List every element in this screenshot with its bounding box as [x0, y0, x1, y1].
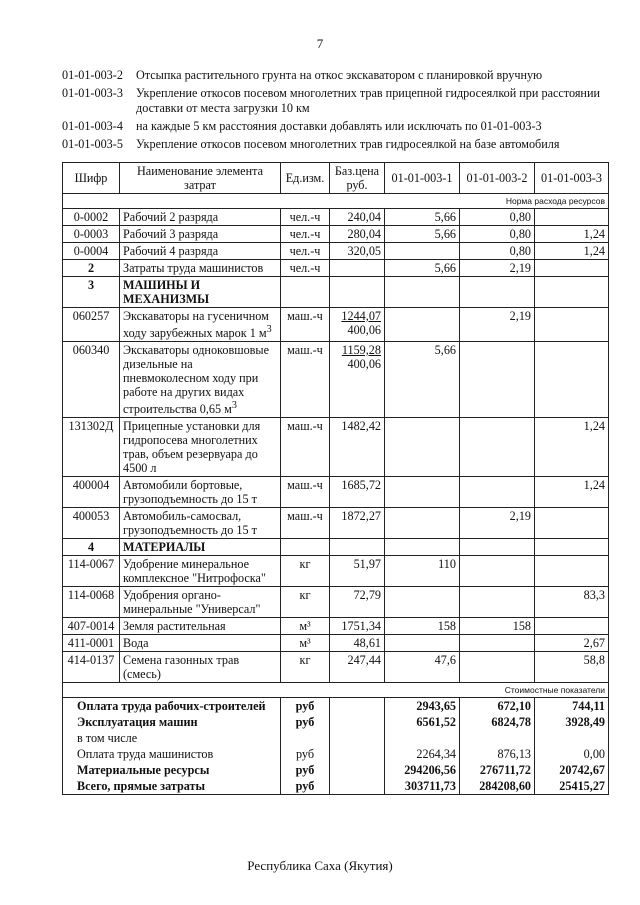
table-row [63, 508, 609, 539]
cell-v3: 1,24 [535, 418, 609, 477]
header-col-2: 01-01-003-2 [460, 163, 535, 194]
section-name: МАШИНЫ И МЕХАНИЗМЫ [120, 277, 281, 308]
section-number: 2 [63, 260, 120, 277]
table-row [63, 587, 609, 618]
code-item [62, 68, 622, 83]
cell-v1 [385, 587, 460, 618]
cell-name: Вода [120, 635, 281, 652]
total-v1 [385, 730, 460, 746]
price-secondary: 400,06 [347, 323, 381, 337]
section-name: Затраты труда машинистов [120, 260, 281, 277]
section-number: 3 [63, 277, 120, 308]
total-v1: 303711,73 [385, 778, 460, 795]
total-label: Оплата труда рабочих-строителей [63, 698, 281, 715]
cell-code: 0-0004 [63, 243, 120, 260]
cell-name: Автомобили бортовые, грузоподъемность до 15 т [120, 477, 281, 508]
cell-code: 400004 [63, 477, 120, 508]
total-v3 [535, 730, 609, 746]
cell-v1 [385, 308, 460, 342]
cell-v3 [535, 618, 609, 635]
price-value: 1244,07 [341, 309, 381, 323]
code-item-desc: на каждые 5 км расстояния доставки добавлять или исключать по 01-01-003-3 [136, 119, 542, 133]
cell-unit: маш.-ч [281, 308, 330, 342]
cell-name: Экскаваторы на гусеничном ходу зарубежных марок 1 $м^3$ [120, 308, 281, 342]
cell-v2 [460, 635, 535, 652]
header-col-1: 01-01-003-1 [385, 163, 460, 194]
table-row [63, 209, 609, 226]
price-secondary: 400,06 [347, 357, 381, 372]
table-row [63, 342, 609, 418]
cell-code: 414-0137 [63, 652, 120, 683]
cell-price [330, 260, 385, 277]
section-row [63, 539, 609, 556]
cell-price: 247,44 [330, 652, 385, 683]
table-row [63, 477, 609, 508]
cell-code: 131302Д [63, 418, 120, 477]
cell-v2: 158 [460, 618, 535, 635]
table-row [63, 556, 609, 587]
cell-v1: 5,66 [385, 226, 460, 243]
cell-name: Удобрения органо-минеральные "Универсал" [120, 587, 281, 618]
cell-price: 320,05 [330, 243, 385, 260]
header-price: Баз.цена руб. [330, 163, 385, 194]
total-v1: 6561,52 [385, 714, 460, 730]
total-unit: руб [281, 778, 330, 795]
cell-unit: маш.-ч [281, 477, 330, 508]
table-row [63, 618, 609, 635]
header-unit: Ед.изм. [281, 163, 330, 194]
cell-v1: 5,66 [385, 209, 460, 226]
total-label: в том числе [63, 730, 281, 746]
cell-name: Рабочий 2 разряда [120, 209, 281, 226]
cell-code: 114-0067 [63, 556, 120, 587]
section-row [63, 260, 609, 277]
total-unit [281, 730, 330, 746]
total-v3: 744,11 [535, 698, 609, 715]
cell-code: 114-0068 [63, 587, 120, 618]
cell-v2: 2,19 [460, 508, 535, 539]
cell-v1 [385, 477, 460, 508]
cell-code: 0-0002 [63, 209, 120, 226]
cell-v2: 0,80 [460, 243, 535, 260]
cell-name: Автомобиль-самосвал, грузоподъемность до 15 т [120, 508, 281, 539]
cell-v1: 5,66 [385, 260, 460, 277]
cell-price [330, 308, 385, 342]
cell-v2: 2,19 [460, 260, 535, 277]
cell-unit: м³ [281, 635, 330, 652]
code-item-desc: Отсыпка растительного грунта на откос экскаватором с планировкой вручную [136, 68, 543, 82]
code-list [62, 68, 622, 155]
table-row [63, 226, 609, 243]
table-row [63, 652, 609, 683]
section-row [63, 277, 609, 308]
cell-v3 [535, 556, 609, 587]
page-number: 7 [316, 36, 324, 51]
cell-v1 [385, 243, 460, 260]
cost-caption: Стоимостные показатели [63, 683, 609, 698]
total-label: Всего, прямые затраты [63, 778, 281, 795]
cell-price: 72,79 [330, 587, 385, 618]
code-item-code: 01-01-003-2 [62, 68, 123, 82]
cell-price: 1685,72 [330, 477, 385, 508]
code-item-code: 01-01-003-4 [62, 119, 123, 133]
cell-name: Экскаваторы одноковшовые дизельные на пневмоколесном ходу при работе на других видах строительства 0,65 $м^3$ [120, 342, 281, 418]
total-v2 [460, 730, 535, 746]
cell-v1 [385, 418, 460, 477]
cell-v2 [460, 652, 535, 683]
cell-code: 0-0003 [63, 226, 120, 243]
total-v2: 672,10 [460, 698, 535, 715]
cell-price: 280,04 [330, 226, 385, 243]
code-item-desc: Укрепление откосов посевом многолетних трав прицепной гидросеялкой при расстоянии доставки от места загрузки 10 км [136, 86, 600, 115]
section-name: МАТЕРИАЛЫ [120, 539, 281, 556]
cell-v1 [385, 635, 460, 652]
cell-v3 [535, 342, 609, 418]
total-v2: 284208,60 [460, 778, 535, 795]
total-v1: 2264,34 [385, 746, 460, 762]
cell-name: Удобрение минеральное комплексное "Нитрофоска" [120, 556, 281, 587]
total-v1: 2943,65 [385, 698, 460, 715]
cell-unit: кг [281, 587, 330, 618]
table-row [63, 635, 609, 652]
cell-code: 411-0001 [63, 635, 120, 652]
cell-price: 51,97 [330, 556, 385, 587]
total-unit: руб [281, 714, 330, 730]
cell-v2: 2,19 [460, 308, 535, 342]
cell-v1 [385, 508, 460, 539]
total-v3: 3928,49 [535, 714, 609, 730]
cell-unit: маш.-ч [281, 342, 330, 418]
cell-price: 48,61 [330, 635, 385, 652]
cell-v3 [535, 308, 609, 342]
section-number: 4 [63, 539, 120, 556]
resource-table [62, 162, 609, 795]
total-v2: 276711,72 [460, 762, 535, 778]
cell-v2 [460, 342, 535, 418]
cell-unit: маш.-ч [281, 418, 330, 477]
cell-unit: кг [281, 652, 330, 683]
cell-unit: м³ [281, 618, 330, 635]
cell-code: 060257 [63, 308, 120, 342]
cell-v2 [460, 477, 535, 508]
table-row [63, 418, 609, 477]
header-code: Шифр [63, 163, 120, 194]
code-item-desc: Укрепление откосов посевом многолетних трав гидросеялкой на базе автомобиля [136, 137, 560, 151]
cell-v2 [460, 556, 535, 587]
cell-unit: чел.-ч [281, 226, 330, 243]
total-row [63, 730, 609, 746]
cell-name: Земля растительная [120, 618, 281, 635]
cell-v3: 2,67 [535, 635, 609, 652]
cell-unit: чел.-ч [281, 243, 330, 260]
code-item [62, 86, 622, 116]
cell-code: 407-0014 [63, 618, 120, 635]
price-value: 1159,28 [341, 343, 381, 358]
code-item-code: 01-01-003-3 [62, 86, 123, 100]
table-header-row [63, 163, 609, 194]
cell-price: 1751,34 [330, 618, 385, 635]
cell-unit: маш.-ч [281, 508, 330, 539]
header-name: Наименование элемента затрат [120, 163, 281, 194]
cell-v3 [535, 209, 609, 226]
cell-v2: 0,80 [460, 209, 535, 226]
code-item-code: 01-01-003-5 [62, 137, 123, 151]
cell-name: Рабочий 3 разряда [120, 226, 281, 243]
code-item [62, 119, 622, 134]
cell-price: 1482,42 [330, 418, 385, 477]
total-v2: 6824,78 [460, 714, 535, 730]
cell-v3 [535, 508, 609, 539]
cell-unit: чел.-ч [281, 260, 330, 277]
cell-v3: 1,24 [535, 477, 609, 508]
cell-price: 1872,27 [330, 508, 385, 539]
cell-v3: 1,24 [535, 226, 609, 243]
cell-v1: 158 [385, 618, 460, 635]
cell-v3: 83,3 [535, 587, 609, 618]
cell-code: 060340 [63, 342, 120, 418]
cell-v3: 58,8 [535, 652, 609, 683]
total-unit: руб [281, 698, 330, 715]
cell-name: Рабочий 4 разряда [120, 243, 281, 260]
norm-caption-row [63, 194, 609, 209]
total-row [63, 698, 609, 715]
cell-unit: кг [281, 556, 330, 587]
cell-v2 [460, 587, 535, 618]
total-v3: 0,00 [535, 746, 609, 762]
cell-v3 [535, 260, 609, 277]
total-label: Оплата труда машинистов [63, 746, 281, 762]
cell-code: 400053 [63, 508, 120, 539]
norm-caption: Норма расхода ресурсов [63, 194, 609, 209]
total-unit: руб [281, 746, 330, 762]
cell-v1: 47,6 [385, 652, 460, 683]
total-v3: 20742,67 [535, 762, 609, 778]
total-row [63, 746, 609, 762]
cell-v3: 1,24 [535, 243, 609, 260]
total-v1: 294206,56 [385, 762, 460, 778]
total-row [63, 778, 609, 795]
cell-price: 240,04 [330, 209, 385, 226]
cell-name: Прицепные установки для гидропосева многолетних трав, объем резервуара до 4500 л [120, 418, 281, 477]
cell-v1: 5,66 [385, 342, 460, 418]
total-label: Эксплуатация машин [63, 714, 281, 730]
total-unit: руб [281, 762, 330, 778]
total-label: Материальные ресурсы [63, 762, 281, 778]
cell-v2: 0,80 [460, 226, 535, 243]
total-v3: 25415,27 [535, 778, 609, 795]
total-v2: 876,13 [460, 746, 535, 762]
cell-v1: 110 [385, 556, 460, 587]
code-item [62, 137, 622, 152]
cost-caption-row [63, 683, 609, 698]
header-col-3: 01-01-003-3 [535, 163, 609, 194]
cell-v2 [460, 418, 535, 477]
footer-region: Республика Саха (Якутия) [247, 858, 393, 873]
total-row [63, 762, 609, 778]
total-row [63, 714, 609, 730]
cell-name: Семена газонных трав (смесь) [120, 652, 281, 683]
table-row [63, 308, 609, 342]
cell-unit: чел.-ч [281, 209, 330, 226]
cell-price [330, 342, 385, 418]
table-row [63, 243, 609, 260]
